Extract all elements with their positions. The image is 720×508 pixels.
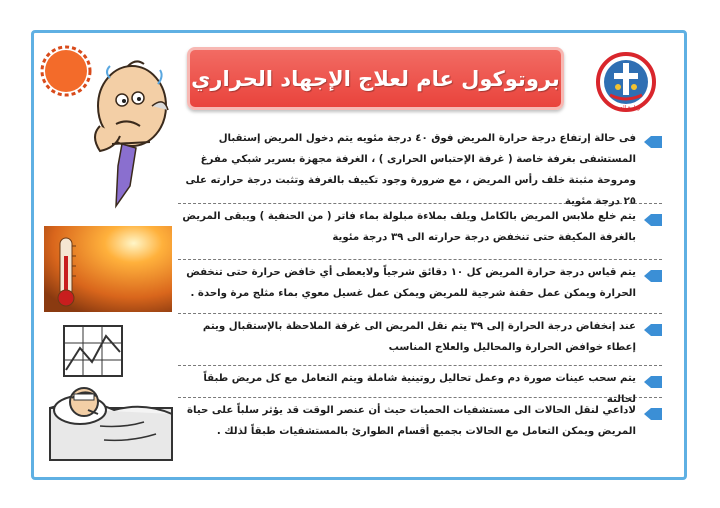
sick-patient-illustration — [44, 318, 174, 468]
list-item — [178, 366, 662, 405]
arrow-bullet-icon — [644, 408, 662, 420]
list-item — [178, 126, 662, 207]
arrow-bullet-icon — [644, 324, 662, 336]
list-item-text: عند إنخفاض درجة الحرارة إلى ٣٩ يتم نقل المريض الى غرفة الملاحظة بالإستقبال ويتم إعطاء خوافض الحرارة والمحاليل والعلاج المناسب — [202, 321, 636, 353]
arrow-bullet-icon — [644, 376, 662, 388]
protocol-list — [178, 126, 662, 450]
list-item-text: يتم سحب عينات صورة دم وعمل تحاليل روتينية شاملة ويتم التعامل مع كل مريض طبقاً لحالته — [203, 373, 636, 405]
list-item — [178, 398, 662, 450]
arrow-bullet-icon — [644, 270, 662, 282]
arrow-bullet-icon — [644, 136, 662, 148]
page-title: بروتوكول عام لعلاج الإجهاد الحراري — [191, 66, 560, 91]
ministry-of-health-logo — [596, 51, 656, 113]
arrow-bullet-icon — [644, 214, 662, 226]
logo-text: وزارة الصحة — [611, 105, 641, 111]
title-banner — [187, 47, 564, 110]
sweating-man-illustration — [40, 36, 175, 221]
hot-sun-thermometer-illustration — [44, 226, 172, 312]
list-item — [178, 204, 662, 260]
list-item-text: يتم خلع ملابس المريض بالكامل ويلف بملاءة مبلولة بماء فاتر ( من الحنفية ) ويبقى المريض بالغرفة المكيفة حتى تنخفض درجة حرارته الى ٣٩ درجة مئوية — [182, 211, 636, 243]
list-item — [178, 260, 662, 314]
list-item — [178, 314, 662, 366]
list-item-text: يتم قياس درجة حرارة المريض كل ١٠ دقائق شرجياً ولايعطى أي خافض حرارة حتى تنخفض الحرارة ويمكن عمل حقنة شرجية للمريض ويمكن عمل غسيل معوي بماء مثلج مرة واحدة . — [186, 267, 636, 299]
list-item-text: فى حالة إرتفاع درجة حرارة المريض فوق ٤٠ درجة مئويه يتم دخول المريض إستقبال المستشفى بغرفة خاصة ( غرفة الإحتباس الحرارى ) ، الغرفة مجهزة بسرير شبكي مفرغ ومروحة مثبتة خلف رأس المريض ، مع ضرورة وجود تكييف بالغرفة وتثبت درجة حرارته على ٢٥ درجة مئوية — [185, 133, 636, 207]
list-item-text: لاداعي لنقل الحالات الى مستشفيات الحميات حيث أن عنصر الوقت قد يؤثر سلباً على حياة المريض ويمكن التعامل مع الحالات بجميع أقسام الطوارئ بالمستشفيات طبقاً لذلك . — [186, 405, 636, 437]
